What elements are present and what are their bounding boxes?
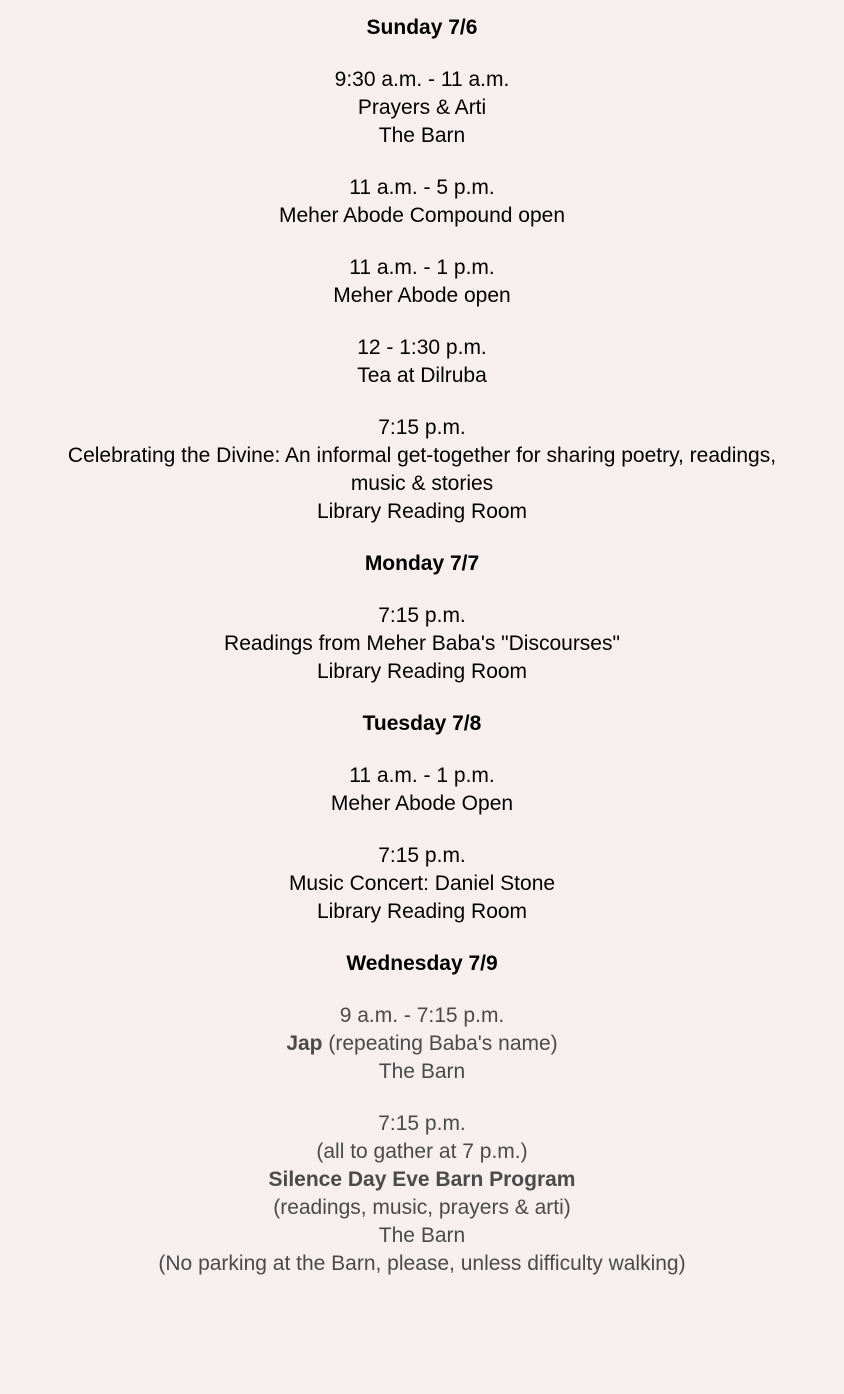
event-title-bold: Jap: [286, 1032, 323, 1055]
event-detail: (readings, music, prayers & arti): [273, 1196, 571, 1219]
event-title: Silence Day Eve Barn Program: [268, 1168, 576, 1191]
event-title: Tea at Dilruba: [357, 364, 487, 387]
day-monday: [0, 550, 844, 686]
event: [0, 842, 844, 926]
event-place: The Barn: [378, 124, 466, 147]
event-title: Readings from Meher Baba's "Discourses": [224, 632, 620, 655]
day-wednesday: [0, 950, 844, 1278]
event-time: 7:15 p.m.: [378, 604, 466, 627]
event-title: Meher Abode Compound open: [278, 204, 566, 227]
event: [0, 334, 844, 390]
event: [0, 1002, 844, 1086]
event-time: 12 - 1:30 p.m.: [357, 336, 487, 359]
event-footnote: (No parking at the Barn, please, unless difficulty walking): [158, 1252, 686, 1275]
event-time: 11 a.m. - 1 p.m.: [349, 256, 495, 279]
event: [0, 254, 844, 310]
day-heading: Tuesday 7/8: [362, 712, 482, 735]
event-time: 9 a.m. - 7:15 p.m.: [339, 1004, 505, 1027]
day-heading: Monday 7/7: [364, 552, 480, 575]
day-heading: Sunday 7/6: [366, 16, 478, 39]
event: [0, 66, 844, 150]
event-title: Meher Abode open: [333, 284, 511, 307]
event-title: [0, 1030, 844, 1058]
event: [0, 602, 844, 686]
event-time: 7:15 p.m.: [378, 1112, 466, 1135]
event-title-rest: (repeating Baba's name): [322, 1032, 558, 1055]
day-tuesday: [0, 710, 844, 926]
event-time: 9:30 a.m. - 11 a.m.: [334, 68, 510, 91]
event-place: Library Reading Room: [316, 660, 528, 683]
event-time: 7:15 p.m.: [378, 416, 466, 439]
event: [0, 414, 844, 526]
event-place: The Barn: [378, 1224, 466, 1247]
event: [0, 1110, 844, 1278]
event-place: Library Reading Room: [316, 900, 528, 923]
event-title: Meher Abode Open: [330, 792, 514, 815]
event-time: 7:15 p.m.: [378, 844, 466, 867]
event-time: 11 a.m. - 5 p.m.: [349, 176, 495, 199]
event-time: 11 a.m. - 1 p.m.: [349, 764, 495, 787]
day-sunday: [0, 14, 844, 526]
event-place: The Barn: [378, 1060, 466, 1083]
event-title: Music Concert: Daniel Stone: [288, 872, 556, 895]
event-note: (all to gather at 7 p.m.): [316, 1140, 528, 1163]
event: [0, 762, 844, 818]
event-title: Celebrating the Divine: An informal get-together for sharing poetry, readings, music & stories: [67, 444, 777, 495]
event-place: Library Reading Room: [316, 500, 528, 523]
event: [0, 174, 844, 230]
day-heading: Wednesday 7/9: [346, 952, 498, 975]
event-title: Prayers & Arti: [357, 96, 487, 119]
